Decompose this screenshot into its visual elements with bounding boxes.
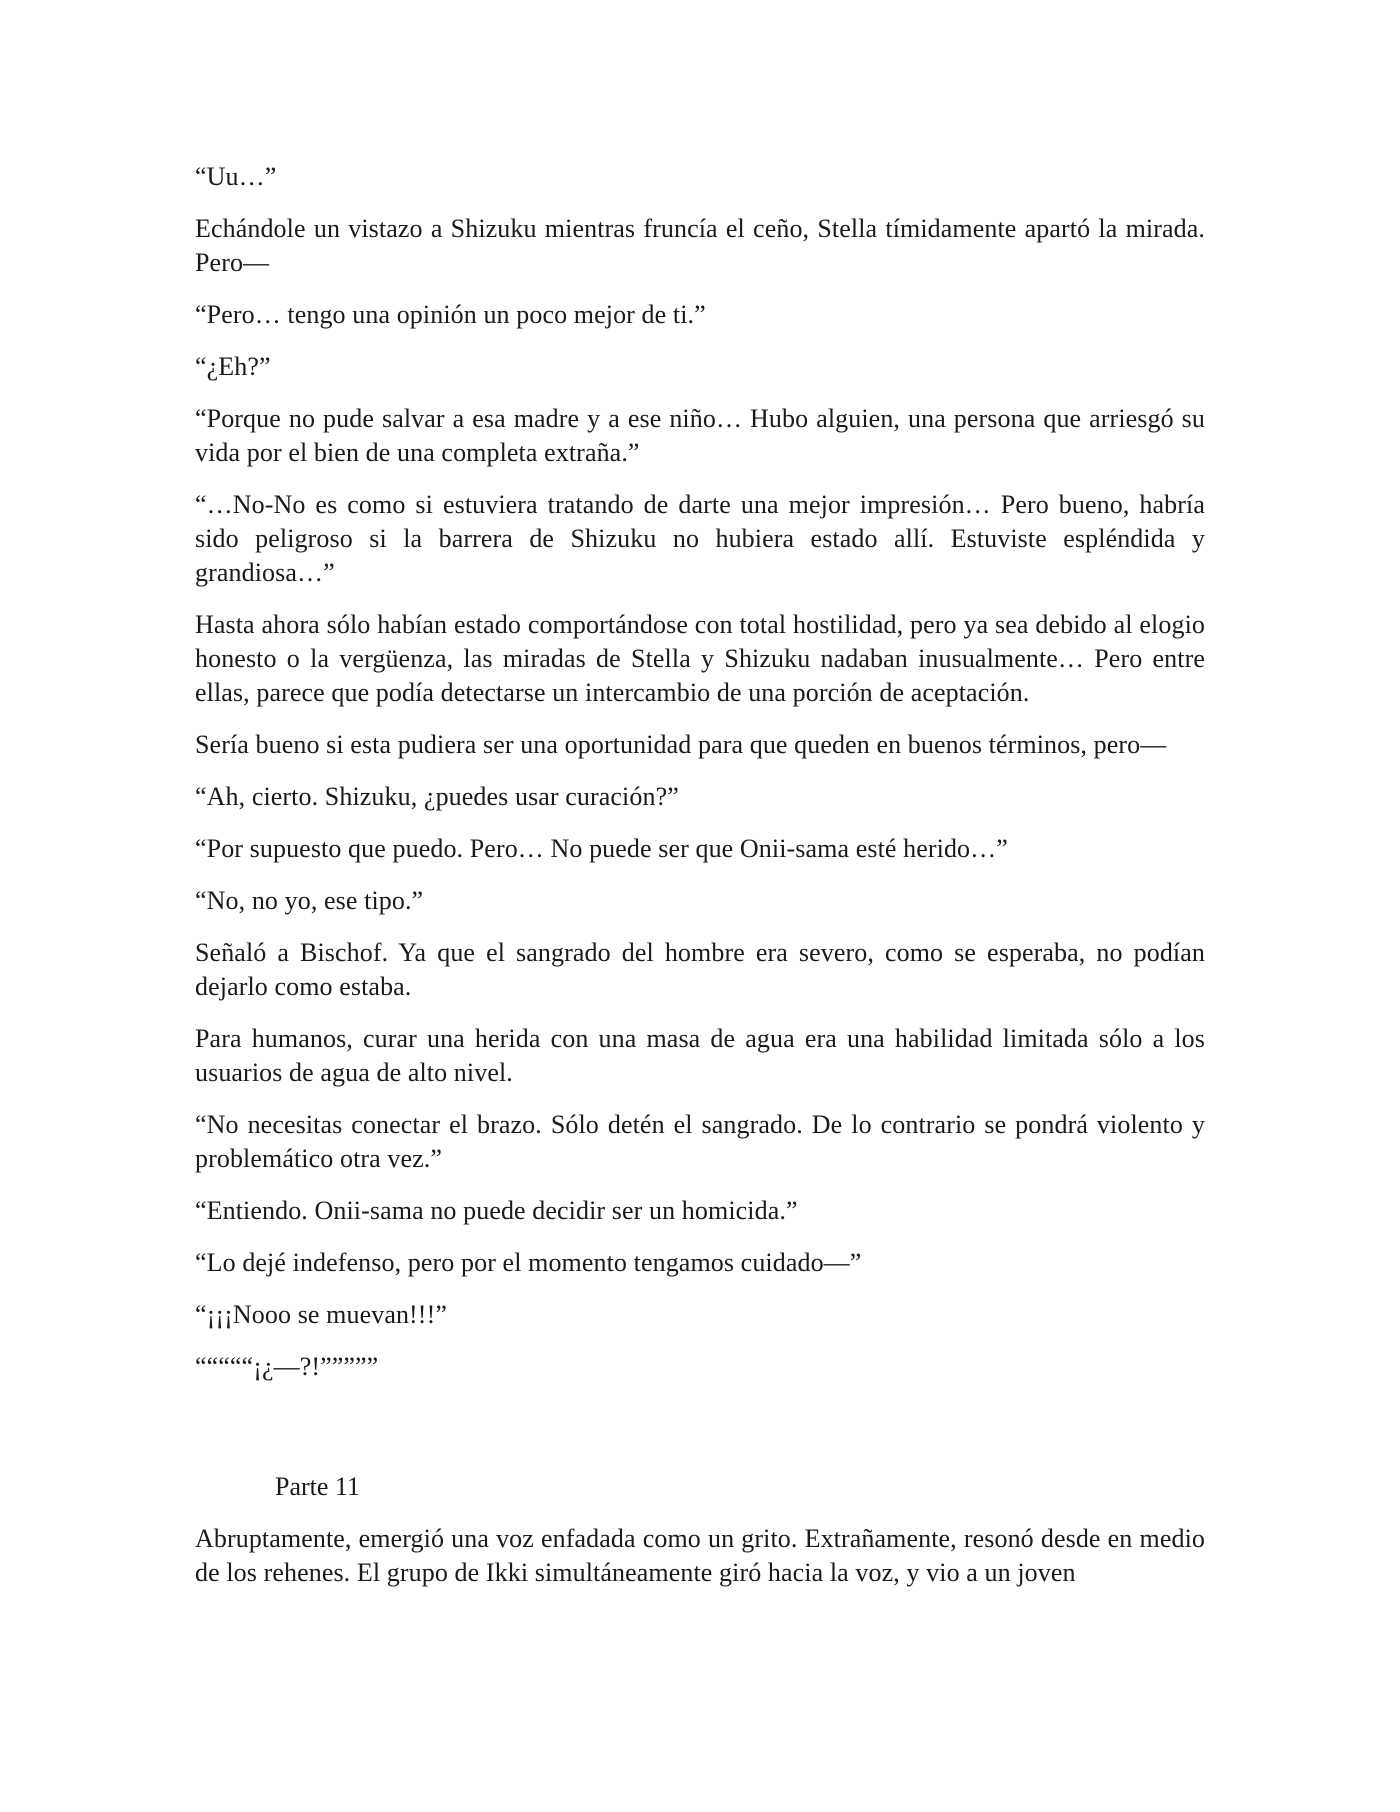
paragraph: “…No-No es como si estuviera tratando de darte una mejor impresión… Pero bueno, habría sido peligroso si la barrera de Shizuku no hubiera estado allí. Estuviste espléndida y grandiosa…” — [195, 490, 1205, 587]
paragraph: Hasta ahora sólo habían estado comportándose con total hostilidad, pero ya sea debido al elogio honesto o la vergüenza, las miradas de Stella y Shizuku nadaban inusualmente… Pero entre ellas, parece que podía detectarse un intercambio de una porción de aceptación. — [195, 610, 1205, 707]
paragraph: “Entiendo. Onii-sama no puede decidir ser un homicida.” — [195, 1196, 798, 1225]
paragraph: “Ah, cierto. Shizuku, ¿puedes usar curación?” — [195, 782, 679, 811]
paragraph: Echándole un vistazo a Shizuku mientras fruncía el ceño, Stella tímidamente apartó la mirada. Pero— — [195, 214, 1205, 277]
paragraph: Sería bueno si esta pudiera ser una oportunidad para que queden en buenos términos, pero— — [195, 730, 1167, 759]
paragraph: Señaló a Bischof. Ya que el sangrado del hombre era severo, como se esperaba, no podían dejarlo como estaba. — [195, 938, 1205, 1001]
paragraph: Abruptamente, emergió una voz enfadada como un grito. Extrañamente, resonó desde en medio de los rehenes. El grupo de Ikki simultáneamente giró hacia la voz, y vio a un joven — [195, 1524, 1205, 1587]
paragraph: “Uu…” — [195, 162, 277, 191]
paragraph: “““““¡¿—?!””””” — [195, 1352, 379, 1381]
paragraph: “¡¡¡Nooo se muevan!!!” — [195, 1300, 447, 1329]
text-column — [195, 160, 1205, 1608]
paragraph: “No necesitas conectar el brazo. Sólo detén el sangrado. De lo contrario se pondrá violento y problemático otra vez.” — [195, 1110, 1205, 1173]
paragraph: “Porque no pude salvar a esa madre y a ese niño… Hubo alguien, una persona que arriesgó su vida por el bien de una completa extraña.” — [195, 404, 1205, 467]
paragraph: “¿Eh?” — [195, 352, 271, 381]
paragraph: “Lo dejé indefenso, pero por el momento tengamos cuidado—” — [195, 1248, 862, 1277]
paragraph: “Por supuesto que puedo. Pero… No puede ser que Onii-sama esté herido…” — [195, 834, 1008, 863]
paragraph: “No, no yo, ese tipo.” — [195, 886, 424, 915]
paragraph: “Pero… tengo una opinión un poco mejor de ti.” — [195, 300, 706, 329]
paragraph: Para humanos, curar una herida con una masa de agua era una habilidad limitada sólo a los usuarios de agua de alto nivel. — [195, 1024, 1205, 1087]
section-heading: Parte 11 — [275, 1472, 360, 1501]
